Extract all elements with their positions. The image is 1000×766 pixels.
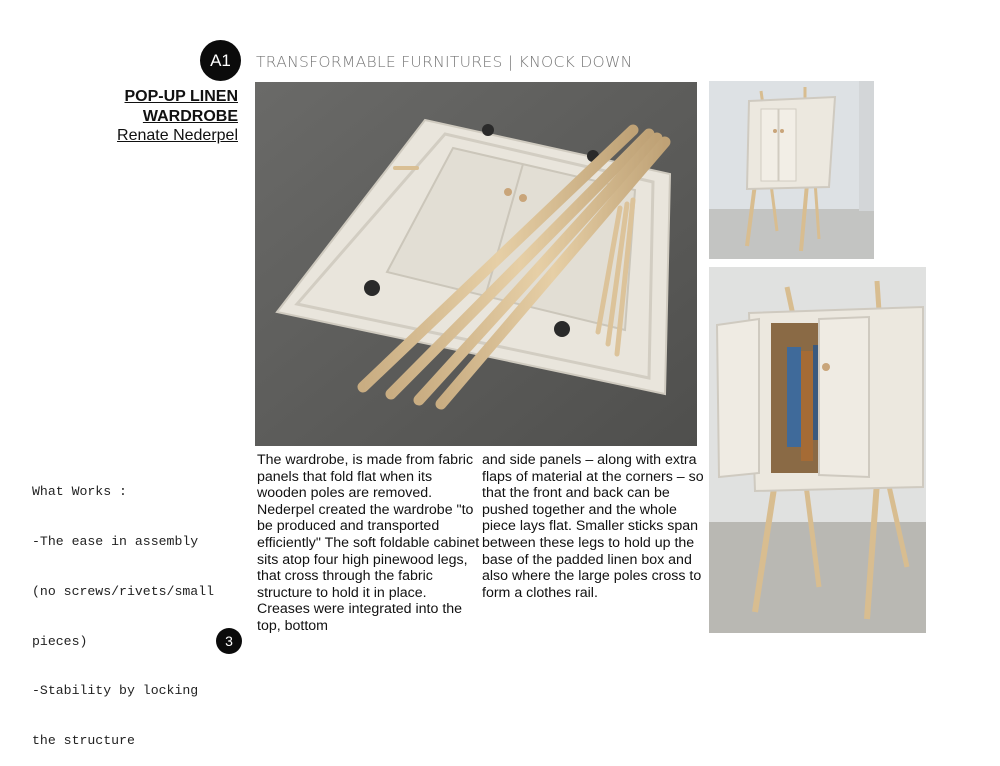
project-title-line2: WARDROBE <box>142 108 238 125</box>
photo-assembled-open <box>709 267 926 633</box>
photo-assembled-closed <box>709 81 874 259</box>
what-works-notes <box>32 451 247 766</box>
body-text-column-1: The wardrobe, is made from fabric panels that fold flat when its wooden poles are removed. Nederpel created the wardrobe "to be produced and transported efficiently" The soft foldable cabinet sits atop four high pinewood legs, that cross through the fabric structure to hold it in place. Creases were integrated into the top, bottom <box>257 452 480 634</box>
designer-name: Renate Nederpel <box>117 127 238 144</box>
notes-line: -The ease in assembly <box>32 533 199 549</box>
notes-line: (no screws/rivets/small <box>32 583 215 599</box>
body-text-column-2: and side panels – along with extra flaps of material at the corners – so that the front and back can be pushed together and the whole piece lays flat. Smaller sticks span between these legs to hold up the base of the padded linen box and also where the large poles cross to form a clothes rail. <box>482 452 704 601</box>
project-title <box>125 87 239 127</box>
main-photo-flat-packed-wardrobe <box>255 82 697 446</box>
notes-line: -Stability by locking <box>32 683 199 699</box>
page-header-title: TRANSFORMABLE FURNITURES | KNOCK DOWN <box>256 53 633 71</box>
notes-line: pieces) <box>32 633 88 649</box>
page-number-badge <box>216 628 242 654</box>
notes-heading: What Works : <box>32 484 127 500</box>
section-badge <box>200 40 241 81</box>
project-title-line1: POP-UP LINEN <box>124 88 238 105</box>
page-number: 3 <box>225 633 233 649</box>
notes-line: the structure <box>32 733 135 749</box>
section-badge-label: A1 <box>210 50 231 70</box>
